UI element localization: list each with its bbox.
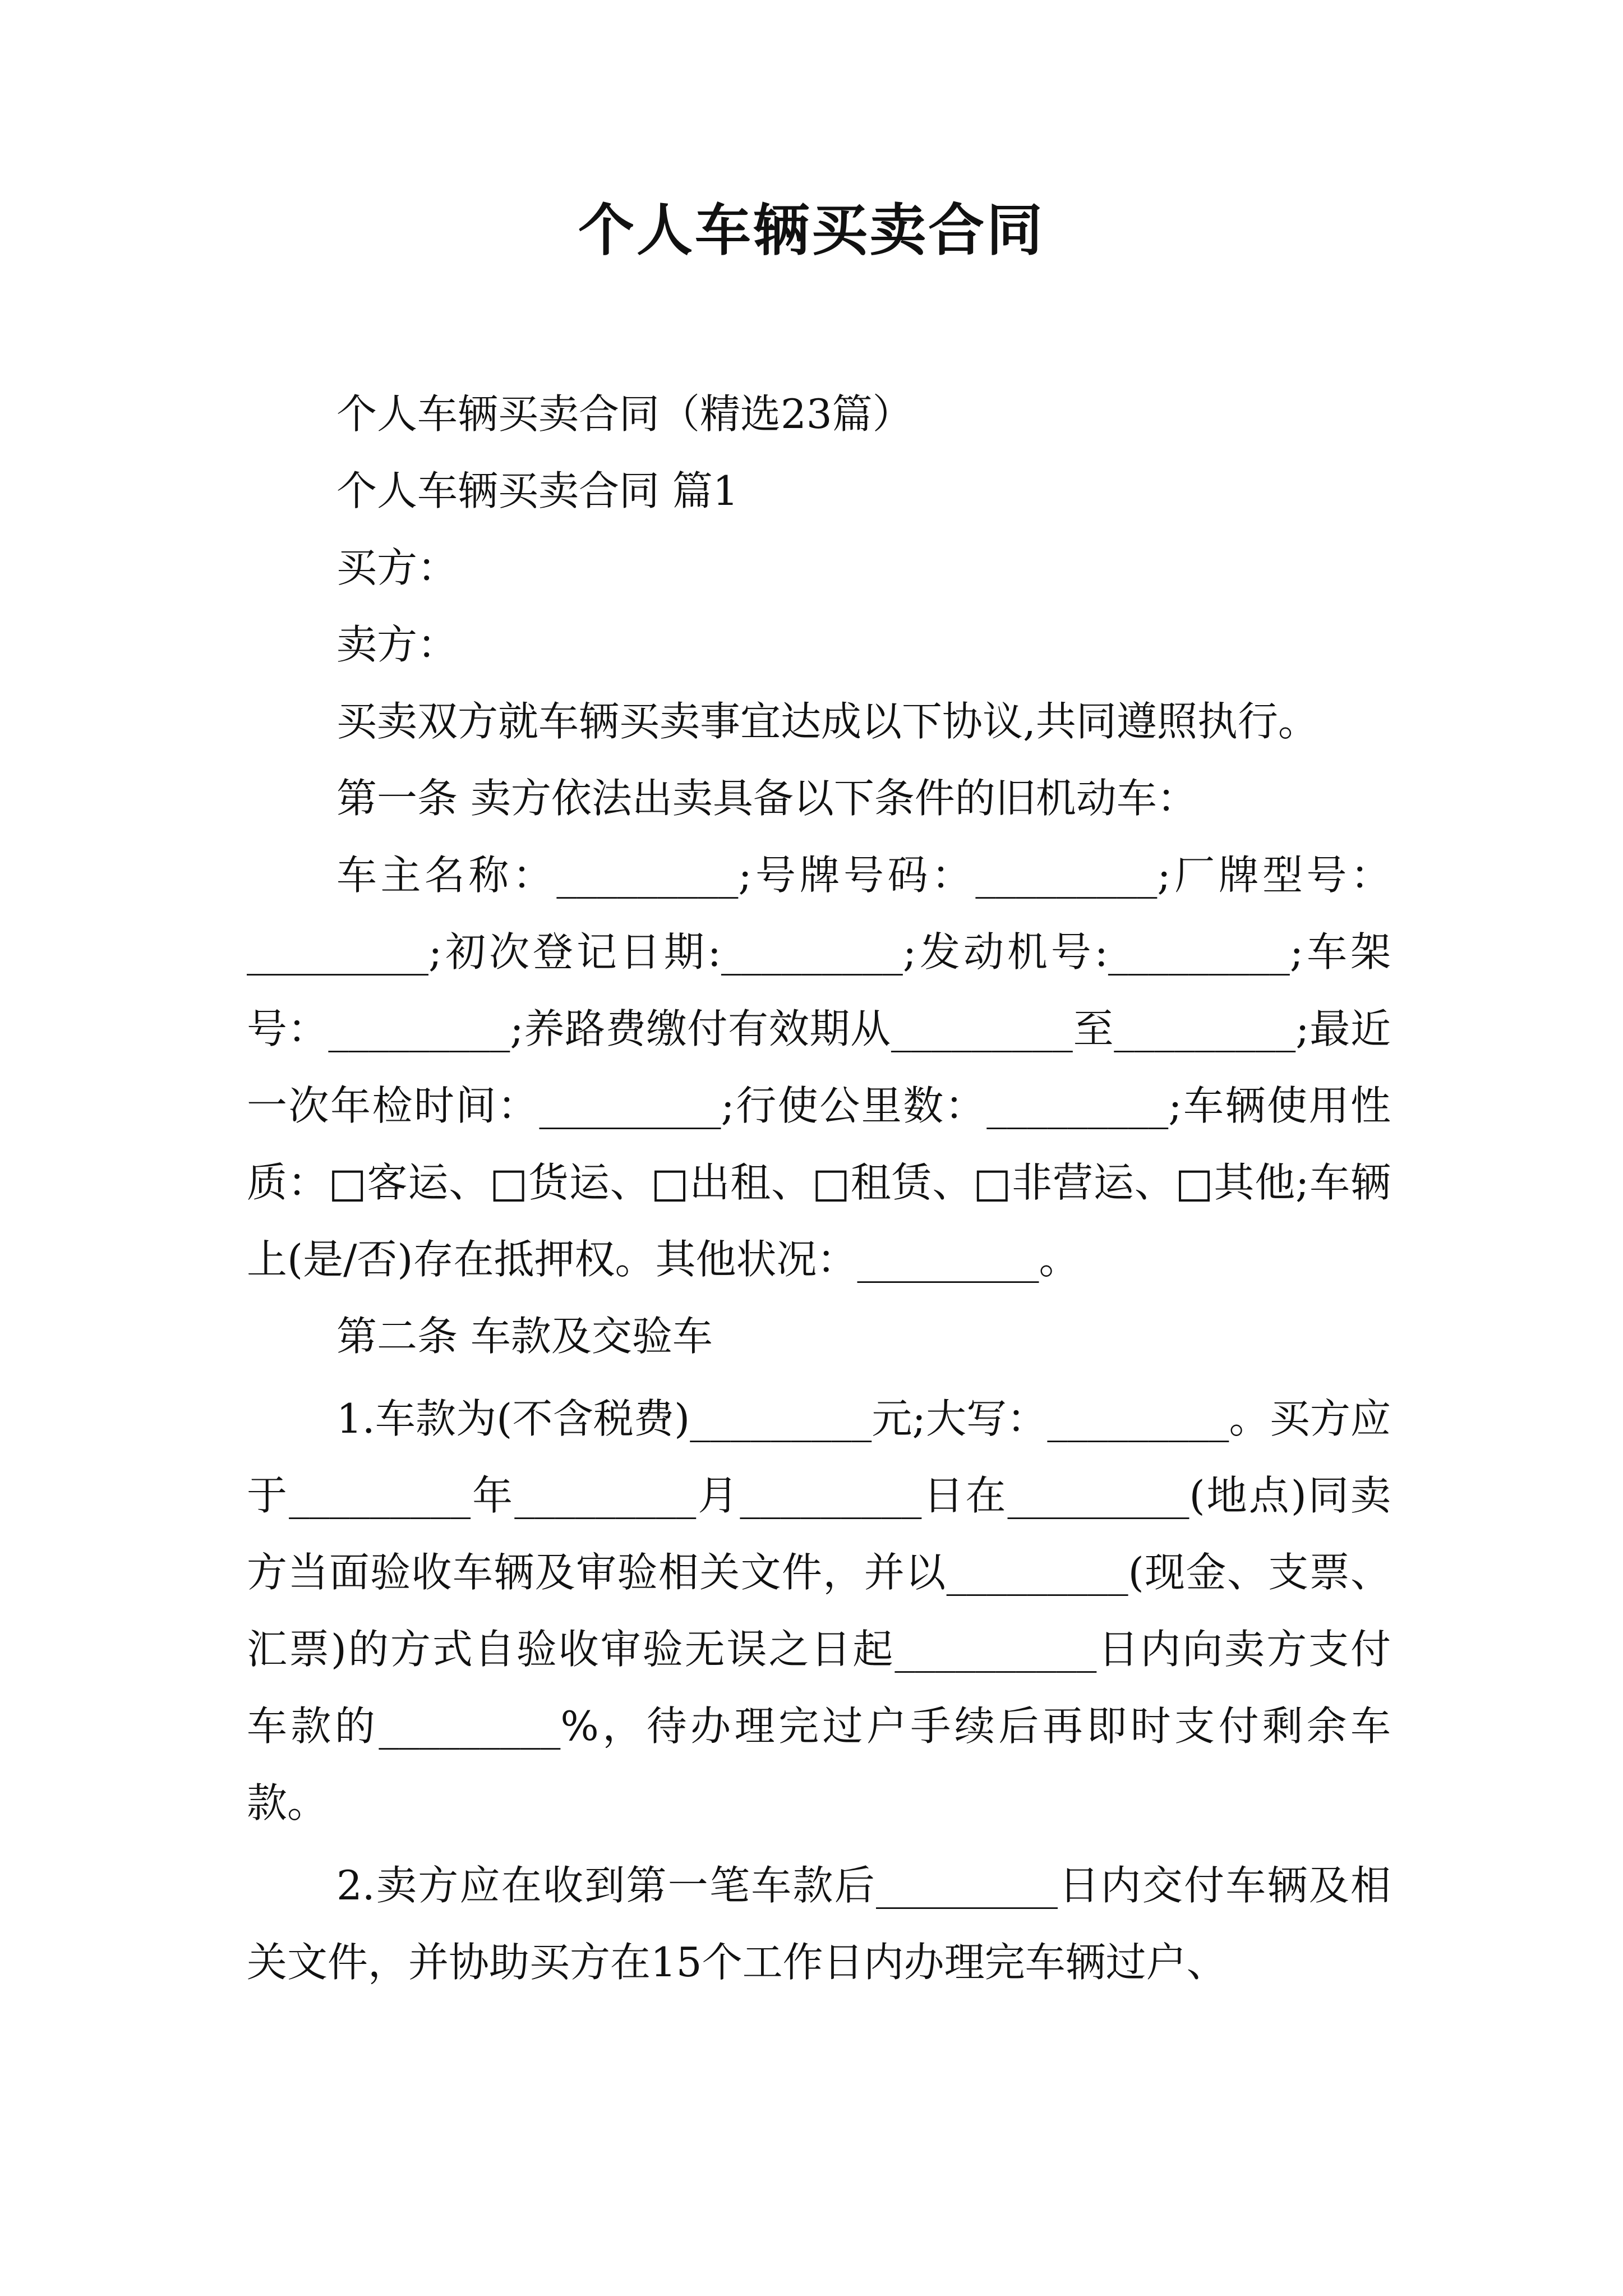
agreement-intro-paragraph: 买卖双方就车辆买卖事宜达成以下协议,共同遵照执行。 [336, 698, 1318, 745]
delivery-clause-paragraph: 2.卖方应在收到第一笔车款后_________日内交付车辆及相关文件，并协助买方在15个工作日内办理完车辆过户、 [247, 1862, 1391, 1986]
article-two-heading: 第二条 车款及交验车 [336, 1313, 713, 1360]
document-title: 个人车辆买卖合同 [578, 197, 1045, 263]
seller-line: 卖方： [336, 621, 458, 668]
buyer-line: 买方： [336, 544, 458, 591]
subtitle-paragraph: 个人车辆买卖合同（精选23篇） [336, 390, 913, 438]
payment-clause-paragraph: 1.车款为(不含税费)_________元;大写：_________。买方应于_________年_________月_________日在_________(地点)同卖方当面验收车辆及审验相关文件，并以_________(现金、支票、汇票)的方式自验收审验无误之日起__________日内向卖方支付车款的_________%，待办理完过户手续后再即时支付剩余车款。 [247, 1395, 1391, 1826]
section-heading: 个人车辆买卖合同 篇1 [336, 467, 739, 514]
document-body [247, 376, 1391, 2001]
article-one-heading: 第一条 卖方依法出卖具备以下条件的旧机动车： [336, 775, 1197, 822]
vehicle-details-paragraph: 车主名称：_________;号牌号码：_________;厂牌型号：_________;初次登记日期:_________;发动机号:_________;车架号：_________;养路费缴付有效期从_________至_________;最近一次年检时间：_________;行使公里数：_________;车辆使用性质：□客运、□货运、□出租、□租赁、□非营运、□其他;车辆上(是/否)存在抵押权。其他状况：_________。 [247, 852, 1391, 1283]
